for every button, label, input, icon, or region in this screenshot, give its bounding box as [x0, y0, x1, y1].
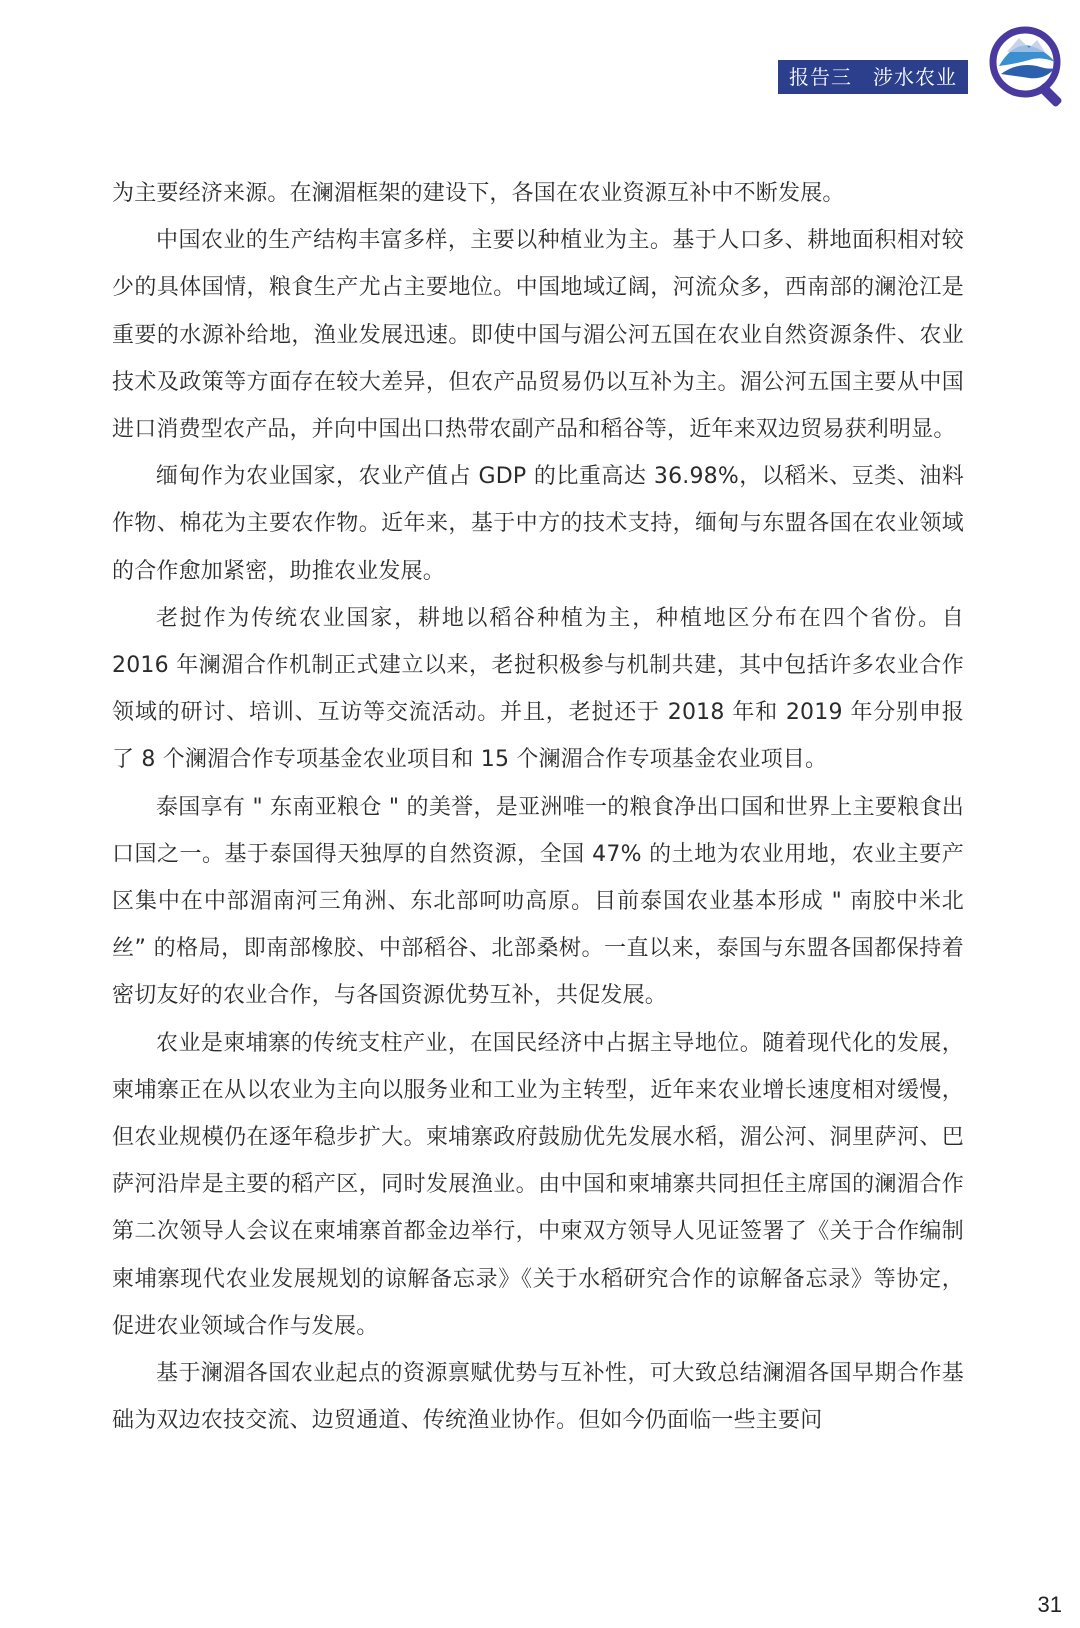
paragraph-china: 中国农业的生产结构丰富多样，主要以种植业为主。基于人口多、耕地面积相对较少的具体国情，粮食生产尤占主要地位。中国地域辽阔，河流众多，西南部的澜沧江是重要的水源补给地，渔业发展迅速。即使中国与湄公河五国在农业自然资源条件、农业技术及政策等方面存在较大差异，但农产品贸易仍以互补为主。湄公河五国主要从中国进口消费型农产品，并向中国出口热带农副产品和稻谷等，近年来双边贸易获利明显。 — [112, 228, 964, 443]
body-text — [112, 170, 964, 1444]
paragraph-myanmar: 缅甸作为农业国家，农业产值占 GDP 的比重高达 36.98%，以稻米、豆类、油料作物、棉花为主要农作物。近年来，基于中方的技术支持，缅甸与东盟各国在农业领域的合作愈加紧密，助推农业发展。 — [112, 464, 964, 584]
page-number: 31 — [1037, 1592, 1062, 1617]
paragraph-laos: 老挝作为传统农业国家，耕地以稻谷种植为主，种植地区分布在四个省份。自 2016 年澜湄合作机制正式建立以来，老挝积极参与机制共建，其中包括许多农业合作领域的研讨、培训、互访等交流活动。并且，老挝还于 2018 年和 2019 年分别申报了 8 个澜湄合作专项基金农业项目和 15 个澜湄合作专项基金农业项目。 — [112, 605, 964, 773]
paragraph-thailand: 泰国享有 " 东南亚粮仓 " 的美誉，是亚洲唯一的粮食净出口国和世界上主要粮食出口国之一。基于泰国得天独厚的自然资源，全国 47% 的土地为农业用地，农业主要产区集中在中部湄南河三角洲、东北部呵叻高原。目前泰国农业基本形成 " 南胶中米北丝” 的格局，即南部橡胶、中部稻谷、北部桑树。一直以来，泰国与东盟各国都保持着密切友好的农业合作，与各国资源优势互补，共促发展。 — [112, 794, 964, 1009]
magnifier-river-logo-icon — [985, 22, 1075, 112]
paragraph-cambodia: 农业是柬埔寨的传统支柱产业，在国民经济中占据主导地位。随着现代化的发展，柬埔寨正在从以农业为主向以服务业和工业为主转型，近年来农业增长速度相对缓慢，但农业规模仍在逐年稳步扩大。柬埔寨政府鼓励优先发展水稻，湄公河、洞里萨河、巴萨河沿岸是主要的稻产区，同时发展渔业。由中国和柬埔寨共同担任主席国的澜湄合作第二次领导人会议在柬埔寨首都金边举行，中柬双方领导人见证签署了《关于合作编制柬埔寨现代农业发展规划的谅解备忘录》《关于水稻研究合作的谅解备忘录》等协定，促进农业领域合作与发展。 — [112, 1030, 964, 1339]
paragraph-continuation: 为主要经济来源。在澜湄框架的建设下，各国在农业资源互补中不断发展。 — [112, 181, 845, 206]
paragraph-summary: 基于澜湄各国农业起点的资源禀赋优势与互补性，可大致总结澜湄各国早期合作基础为双边农技交流、边贸通道、传统渔业协作。但如今仍面临一些主要问 — [112, 1361, 964, 1434]
section-label: 报告三 涉水农业 — [778, 60, 968, 94]
